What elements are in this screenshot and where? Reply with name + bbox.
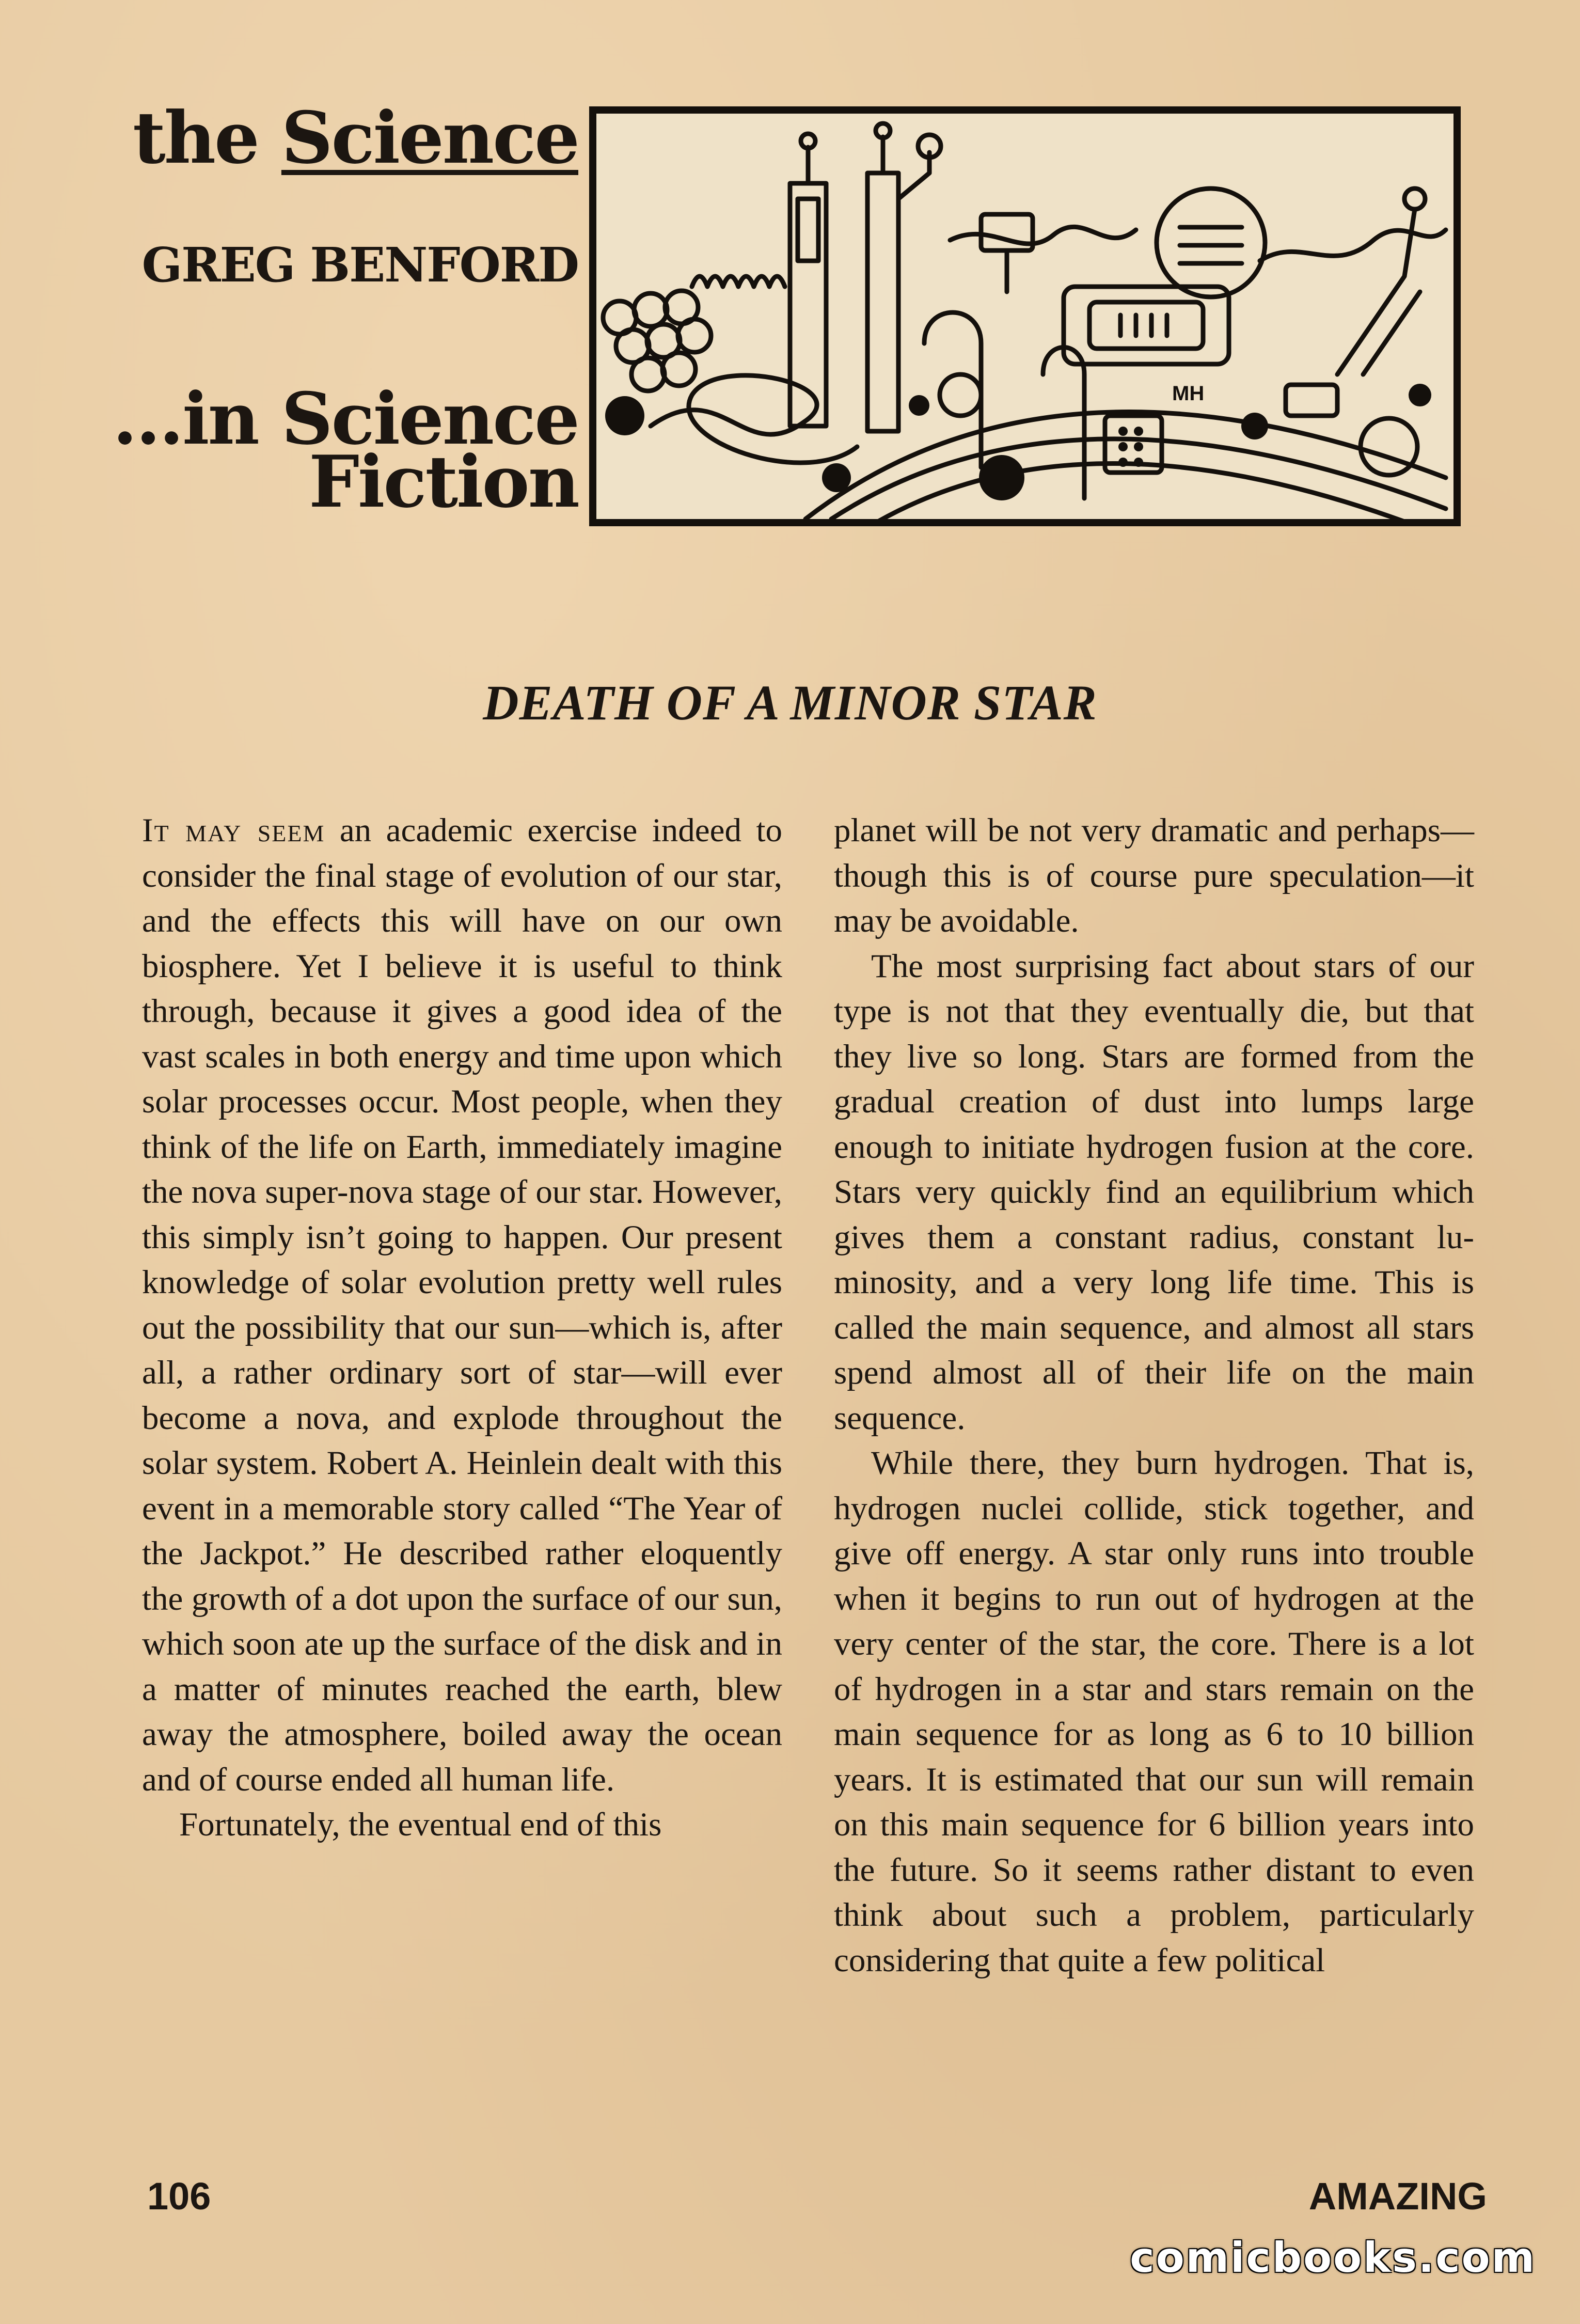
article-column-left <box>142 808 782 2135</box>
column-header <box>112 96 578 545</box>
article-column-right <box>834 808 1474 2135</box>
paragraph: Fortunately, the eventual end of this <box>179 1806 662 1843</box>
paragraph: The most surprising fact about stars of our type is not that they eventually die, but that they live so long. Stars are formed from the gradual creation of dust into lumps large enough to initiate hydrogen fusion at the core. Stars very quickly find an equilibrium which gives them a constant radius, constant luminosity, and a very long life time. This is called the main sequence, and almost all stars spend almost all of their life on the main sequence. <box>834 947 1474 1437</box>
opening-small-caps: It may seem <box>142 812 325 849</box>
subheading-line-1: ...in Science <box>112 376 578 461</box>
page-number: 106 <box>147 2175 211 2218</box>
paragraph-text: an academic exercise indeed to consider the final stage of evolution of our star, and the effects this will have on our own biosphere. Yet I believe it is useful to think through, because it gives a good idea of the vast scales in both energy and time upon which solar processes occur. Most people, when they think of the life on Earth, immediately imagine the nova super-nova stage of our star. However, this simply isn’t going to happen. Our present knowledge of solar evolution pretty well rules out the possibility that our sun—which is, after all, a rather ordinary sort of star—will ever become a nova, and explode throughout the solar system. Robert A. Heinlein dealt with this event in a memorable story called “The Year of the Jackpot.” He described rather eloquently the growth of a dot upon the surface of our sun, which soon ate up the surface of the disk and in a matter of minutes reached the earth, blew away the atmosphere, boiled away the ocean and of course ended all human life. <box>142 812 782 1798</box>
article-title: DEATH OF A MINOR STAR <box>483 675 1097 730</box>
machinery-illustration <box>589 106 1461 527</box>
watermark: comicbooks.com <box>1130 2234 1536 2282</box>
paragraph <box>142 808 782 1802</box>
paragraph: planet will be not very dramatic and perhaps—though this is of course pure speculation—it may be avoidable. <box>834 812 1474 939</box>
heading-science-word: Science <box>281 96 578 180</box>
heading-prefix: the <box>133 96 281 180</box>
subheading-line-2: Fiction <box>309 439 578 524</box>
author-name: GREG BENFORD <box>141 237 578 293</box>
magazine-name: AMAZING <box>1308 2175 1487 2218</box>
column-subheading <box>112 376 578 524</box>
column-heading <box>133 96 578 180</box>
illustrator-initials: MH <box>1172 382 1205 405</box>
paragraph: While there, they burn hydrogen. That is, hydrogen nuclei collide, stick together, and give off energy. A star only runs into trouble when it begins to run out of hydrogen at the very center of the star, the core. There is a lot of hydrogen in a star and stars remain on the main sequence for as long as 6 to 10 billion years. It is estimated that our sun will remain on this main sequence for 6 billion years into the future. So it seems rather distant to even think about such a problem, particularly considering that quite a few political <box>834 1444 1474 1979</box>
